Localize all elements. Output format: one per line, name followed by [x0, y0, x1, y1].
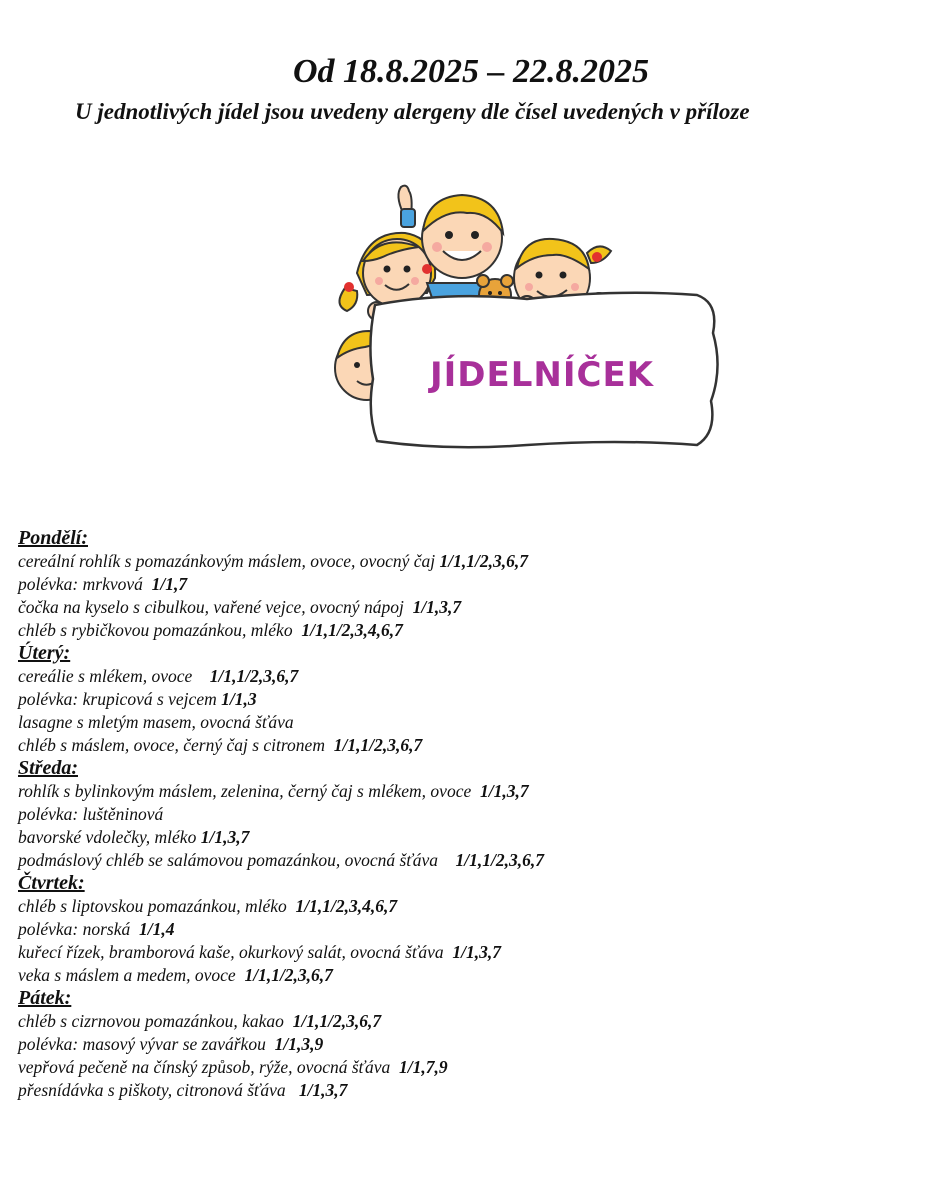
- meal-soup: [18, 688, 928, 711]
- meal-soup: [18, 1033, 928, 1056]
- meal-text: bavorské vdolečky, mléko: [18, 827, 197, 847]
- meal-breakfast: [18, 1010, 928, 1033]
- allergen-codes: 1/1,1/2,3,6,7: [244, 965, 333, 985]
- meal-text: polévka: norská: [18, 919, 131, 939]
- meal-text: chléb s cizrnovou pomazánkou, kakao: [18, 1011, 284, 1031]
- meal-text: polévka: mrkvová: [18, 574, 143, 594]
- page-title: Od 18.8.2025 – 22.8.2025: [292, 53, 650, 90]
- day-thursday: [18, 872, 928, 987]
- allergen-codes: 1/1,1/2,3,6,7: [455, 850, 544, 870]
- day-name: Pondělí:: [18, 527, 88, 549]
- menu-banner-illustration: [327, 183, 727, 453]
- meal-text: čočka na kyselo s cibulkou, vařené vejce, ovocný nápoj: [18, 597, 404, 617]
- meal-snack: [18, 849, 928, 872]
- meal-text: lasagne s mletým masem, ovocná šťáva: [18, 712, 294, 732]
- allergen-codes: 1/1,1/2,3,6,7: [292, 1011, 382, 1031]
- meal-breakfast: [18, 665, 928, 688]
- meal-text: cereální rohlík s pomazánkovým máslem, ovoce, ovocný čaj: [18, 551, 436, 571]
- meal-soup: [18, 918, 928, 941]
- allergen-codes: 1/1,1/2,3,6,7: [209, 666, 299, 686]
- allergen-codes: 1/1,3,7: [200, 827, 250, 847]
- meal-text: polévka: krupicová s vejcem: [18, 689, 217, 709]
- meal-soup: [18, 573, 928, 596]
- allergen-codes: 1/1,3,7: [479, 781, 529, 801]
- allergen-codes: 1/1,7: [151, 574, 188, 594]
- allergen-codes: 1/1,4: [139, 919, 175, 939]
- day-wednesday: [18, 757, 928, 872]
- day-name: Čtvrtek:: [18, 872, 85, 894]
- allergen-codes: 1/1,3,7: [452, 942, 501, 962]
- allergen-codes: 1/1,3,7: [298, 1080, 348, 1100]
- meal-lunch: [18, 826, 928, 849]
- allergen-codes: 1/1,1/2,3,6,7: [333, 735, 423, 755]
- meal-snack: [18, 964, 928, 987]
- meal-lunch: [18, 1056, 928, 1079]
- allergen-codes: 1/1,3,7: [412, 597, 462, 617]
- meal-soup: [18, 803, 928, 826]
- meal-text: cereálie s mlékem, ovoce: [18, 666, 193, 686]
- day-tuesday: [18, 642, 928, 757]
- allergen-codes: 1/1,3,9: [274, 1034, 324, 1054]
- allergen-note: U jednotlivých jídel jsou uvedeny alergeny dle čísel uvedených v příloze: [75, 99, 750, 124]
- meal-text: polévka: masový vývar se zavářkou: [18, 1034, 266, 1054]
- sign-text: JÍDELNÍČEK: [429, 355, 655, 395]
- day-name: Pátek:: [18, 987, 72, 1009]
- allergen-codes: 1/1,3: [221, 689, 257, 709]
- meal-text: kuřecí řízek, bramborová kaše, okurkový salát, ovocná šťáva: [18, 942, 444, 962]
- day-friday: [18, 987, 928, 1102]
- meal-text: polévka: luštěninová: [18, 804, 164, 824]
- meal-snack: [18, 619, 928, 642]
- meal-lunch: [18, 711, 928, 734]
- meal-text: vepřová pečeně na čínský způsob, rýže, ovocná šťáva: [18, 1057, 391, 1077]
- meal-breakfast: [18, 780, 928, 803]
- meal-text: veka s máslem a medem, ovoce: [18, 965, 236, 985]
- day-monday: [18, 527, 928, 642]
- allergen-codes: 1/1,1/2,3,4,6,7: [295, 896, 398, 916]
- meal-lunch: [18, 941, 928, 964]
- meal-lunch: [18, 596, 928, 619]
- weekly-menu: [18, 527, 928, 1102]
- meal-snack: [18, 734, 928, 757]
- meal-text: rohlík s bylinkovým máslem, zelenina, černý čaj s mlékem, ovoce: [18, 781, 472, 801]
- day-name: Středa:: [18, 757, 78, 779]
- allergen-codes: 1/1,1/2,3,4,6,7: [301, 620, 403, 640]
- day-name: Úterý:: [18, 642, 71, 664]
- meal-text: chléb s máslem, ovoce, černý čaj s citronem: [18, 735, 325, 755]
- meal-text: chléb s liptovskou pomazánkou, mléko: [18, 896, 287, 916]
- meal-breakfast: [18, 550, 928, 573]
- allergen-codes: 1/1,1/2,3,6,7: [439, 551, 528, 571]
- meal-text: chléb s rybičkovou pomazánkou, mléko: [18, 620, 293, 640]
- meal-text: podmáslový chléb se salámovou pomazánkou, ovocná šťáva: [18, 850, 438, 870]
- meal-snack: [18, 1079, 928, 1102]
- meal-text: přesnídávka s piškoty, citronová šťáva: [18, 1080, 286, 1100]
- allergen-codes: 1/1,7,9: [399, 1057, 448, 1077]
- meal-breakfast: [18, 895, 928, 918]
